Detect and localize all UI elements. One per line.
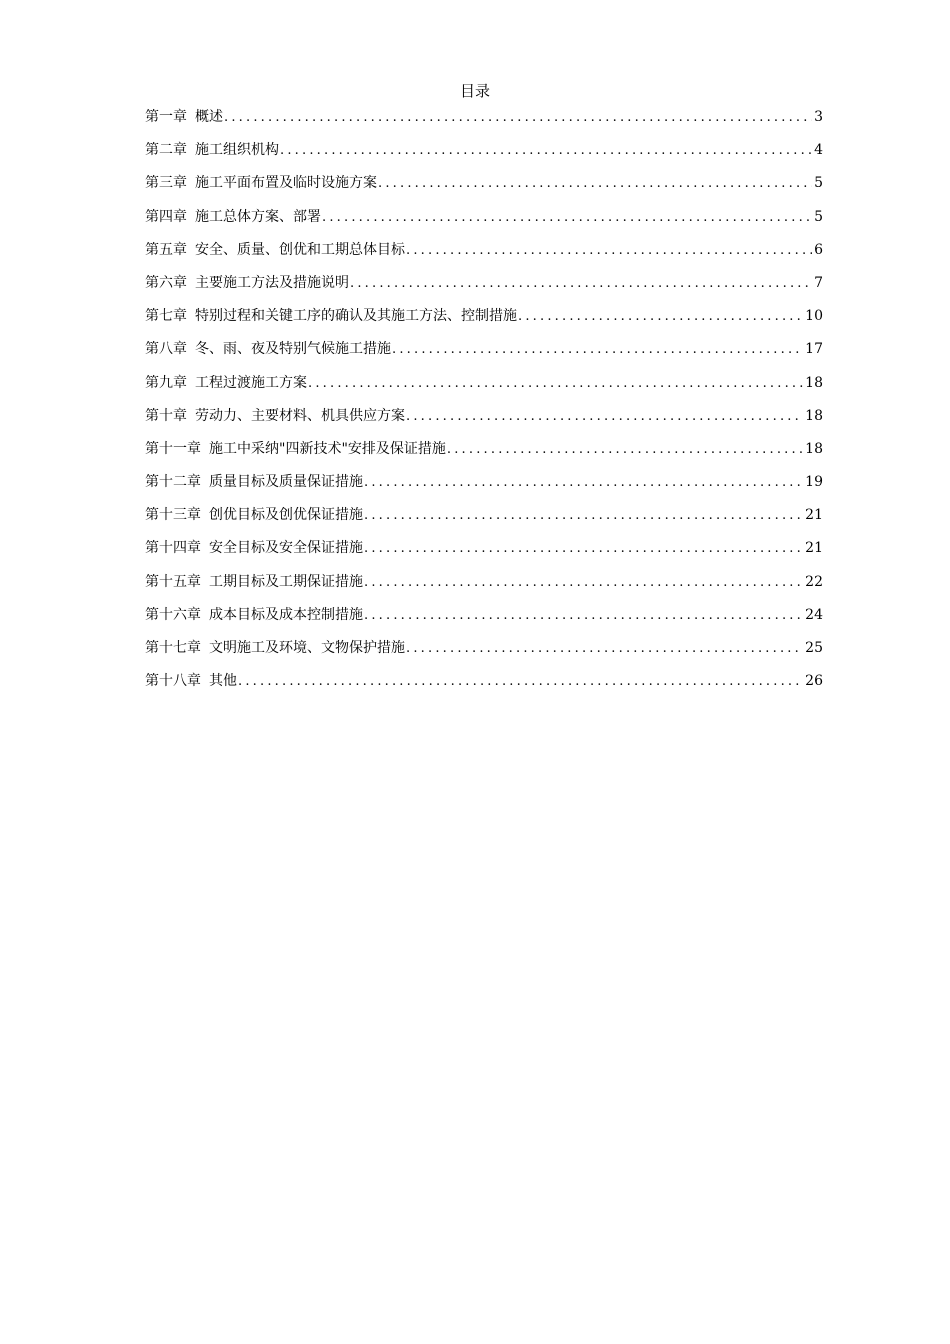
toc-dot-leader: [280, 140, 812, 162]
toc-item-14[interactable]: [145, 537, 823, 570]
toc-chapter-name: 安全、质量、创优和工期总体目标: [195, 241, 405, 258]
toc-dot-leader: [364, 538, 803, 560]
toc-page-number: 3: [814, 109, 823, 125]
toc-page-number: 26: [805, 673, 823, 690]
toc-page-number: 18: [805, 440, 823, 457]
toc-chapter-label: 第十二章: [145, 474, 201, 491]
toc-item-5[interactable]: [145, 239, 823, 272]
toc-page-number: 6: [814, 241, 823, 258]
toc-dot-leader: [392, 339, 803, 361]
toc-dot-leader: [406, 406, 803, 428]
toc-chapter-label: 第十八章: [145, 673, 201, 690]
toc-item-6[interactable]: [145, 272, 823, 305]
toc-item-18[interactable]: [145, 670, 823, 703]
toc-dot-leader: [406, 240, 812, 262]
toc-item-2[interactable]: [145, 139, 823, 172]
toc-page-number: 5: [814, 175, 823, 192]
toc-dot-leader: [406, 638, 803, 660]
toc-item-3[interactable]: [145, 172, 823, 205]
toc-page-number: 19: [805, 474, 823, 491]
toc-chapter-name: 文明施工及环境、文物保护措施: [209, 640, 405, 656]
toc-page-number: 21: [805, 540, 823, 557]
toc-dot-leader: [308, 373, 803, 395]
toc-chapter-label: 第一章: [145, 109, 187, 125]
toc-chapter-label: 第十三章: [145, 507, 201, 524]
toc-dot-leader: [364, 505, 803, 527]
toc-chapter-label: 第十章: [145, 407, 187, 424]
toc-item-11[interactable]: [145, 438, 823, 471]
toc-chapter-label: 第三章: [145, 175, 187, 192]
toc-title: 目录: [459, 82, 490, 100]
toc-dot-leader: [447, 439, 803, 461]
toc-chapter-label: 第七章: [145, 308, 187, 325]
toc-chapter-label: 第十六章: [145, 606, 201, 623]
toc-chapter-label: 第十一章: [145, 440, 201, 457]
toc-page-number: 25: [805, 640, 823, 656]
toc-page-number: 22: [805, 573, 823, 590]
toc-item-1[interactable]: [145, 106, 823, 139]
toc-chapter-label: 第八章: [145, 341, 187, 358]
toc-chapter-label: 第十七章: [145, 640, 201, 656]
toc-chapter-label: 第二章: [145, 142, 187, 159]
toc-chapter-label: 第六章: [145, 274, 187, 291]
toc-chapter-name: 施工总体方案、部署: [195, 208, 321, 225]
toc-page-number: 18: [805, 407, 823, 424]
toc-chapter-name: 劳动力、主要材料、机具供应方案: [195, 407, 405, 424]
toc-chapter-name: 工期目标及工期保证措施: [209, 573, 363, 590]
toc-chapter-label: 第五章: [145, 241, 187, 258]
toc-chapter-name: 主要施工方法及措施说明: [195, 274, 349, 291]
toc-item-9[interactable]: [145, 372, 823, 405]
toc-page-number: 21: [805, 507, 823, 524]
toc-dot-leader: [364, 472, 803, 494]
toc-chapter-name: 施工平面布置及临时设施方案: [195, 175, 377, 192]
toc-item-8[interactable]: [145, 338, 823, 371]
toc-chapter-name: 质量目标及质量保证措施: [209, 474, 363, 491]
toc-list: [145, 106, 823, 703]
toc-dot-leader: [224, 107, 812, 129]
toc-page-number: 10: [805, 308, 823, 325]
toc-chapter-name: 施工组织机构: [195, 142, 279, 159]
toc-page-number: 4: [814, 142, 823, 159]
toc-chapter-name: 施工中采纳"四新技术"安排及保证措施: [209, 440, 446, 457]
toc-page-number: 7: [814, 274, 823, 291]
toc-chapter-label: 第十四章: [145, 540, 201, 557]
toc-chapter-name: 特别过程和关键工序的确认及其施工方法、控制措施: [195, 308, 517, 325]
toc-chapter-name: 概述: [195, 109, 223, 125]
toc-item-12[interactable]: [145, 471, 823, 504]
toc-item-15[interactable]: [145, 571, 823, 604]
toc-chapter-name: 安全目标及安全保证措施: [209, 540, 363, 557]
toc-item-7[interactable]: [145, 305, 823, 338]
toc-chapter-name: 创优目标及创优保证措施: [209, 507, 363, 524]
toc-dot-leader: [350, 273, 812, 295]
toc-dot-leader: [322, 207, 812, 229]
toc-item-16[interactable]: [145, 604, 823, 637]
toc-dot-leader: [238, 671, 803, 693]
toc-dot-leader: [518, 306, 803, 328]
toc-chapter-name: 冬、雨、夜及特别气候施工措施: [195, 341, 391, 358]
toc-dot-leader: [364, 605, 803, 627]
toc-page-number: 5: [814, 208, 823, 225]
toc-dot-leader: [364, 572, 803, 594]
toc-chapter-label: 第十五章: [145, 573, 201, 590]
toc-chapter-label: 第四章: [145, 208, 187, 225]
toc-page-number: 17: [805, 341, 823, 358]
toc-chapter-name: 成本目标及成本控制措施: [209, 606, 363, 623]
toc-item-17[interactable]: [145, 637, 823, 670]
toc-item-10[interactable]: [145, 405, 823, 438]
toc-item-4[interactable]: [145, 206, 823, 239]
toc-page-number: 18: [805, 374, 823, 391]
toc-chapter-name: 其他: [209, 673, 237, 690]
toc-page-number: 24: [805, 606, 823, 623]
toc-chapter-label: 第九章: [145, 374, 187, 391]
toc-chapter-name: 工程过渡施工方案: [195, 374, 307, 391]
toc-item-13[interactable]: [145, 504, 823, 537]
toc-dot-leader: [378, 173, 812, 195]
